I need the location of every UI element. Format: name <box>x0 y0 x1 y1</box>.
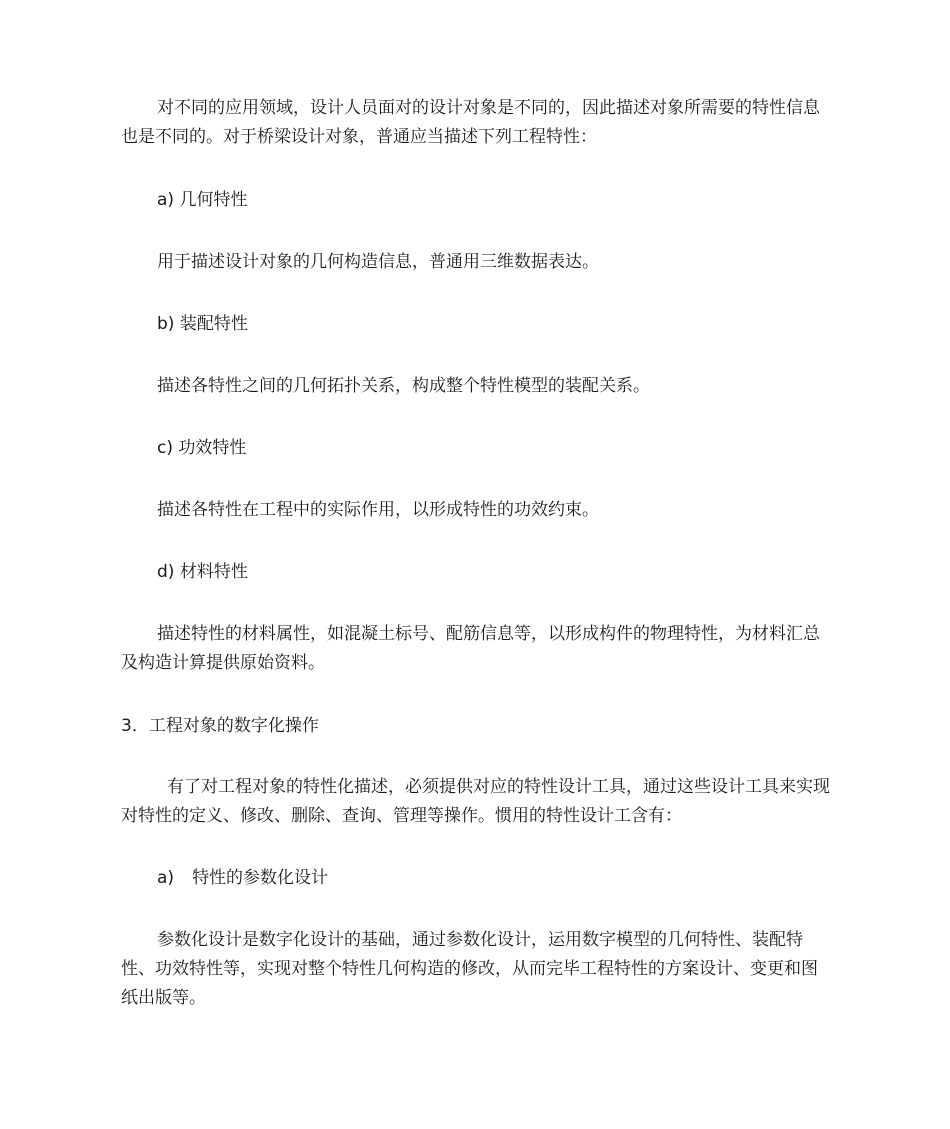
parametric-design-title: 特性的参数化设计 <box>192 868 329 888</box>
material-feature-heading: d) 材料特性 <box>157 562 248 582</box>
parametric-design-heading <box>157 864 328 893</box>
section-3-intro-paragraph: 有了对工程对象的特性化描述，必须提供对应的特性设计工具，通过这些设计工具来实现对特性的定义、修改、删除、查询、管理等操作。惯用的特性设计工含有： <box>121 777 830 826</box>
section-3-heading: 3．工程对象的数字化操作 <box>121 716 319 736</box>
assembly-feature-heading: b) 装配特性 <box>157 314 248 334</box>
intro-paragraph: 对不同的应用领域，设计人员面对的设计对象是不同的，因此描述对象所需要的特性信息也是不同的。对于桥梁设计对象，普通应当描述下列工程特性： <box>121 98 820 147</box>
material-feature-description: 描述特性的材料属性，如混凝土标号、配筋信息等，以形成构件的物理特性，为材料汇总及构造计算提供原始资料。 <box>121 624 820 673</box>
assembly-feature-description: 描述各特性之间的几何拓扑关系，构成整个特性模型的装配关系。 <box>157 376 650 396</box>
parametric-design-label: a) <box>157 868 175 888</box>
geometry-feature-heading: a) 几何特性 <box>157 190 248 210</box>
function-feature-heading: c) 功效特性 <box>157 438 247 458</box>
parametric-design-description: 参数化设计是数字化设计的基础，通过参数化设计，运用数字模型的几何特性、装配特性、功效特性等，实现对整个特性几何构造的修改，从而完毕工程特性的方案设计、变更和图纸出版等。 <box>121 930 818 1008</box>
function-feature-description: 描述各特性在工程中的实际作用，以形成特性的功效约束。 <box>157 500 599 520</box>
geometry-feature-description: 用于描述设计对象的几何构造信息，普通用三维数据表达。 <box>157 252 599 272</box>
